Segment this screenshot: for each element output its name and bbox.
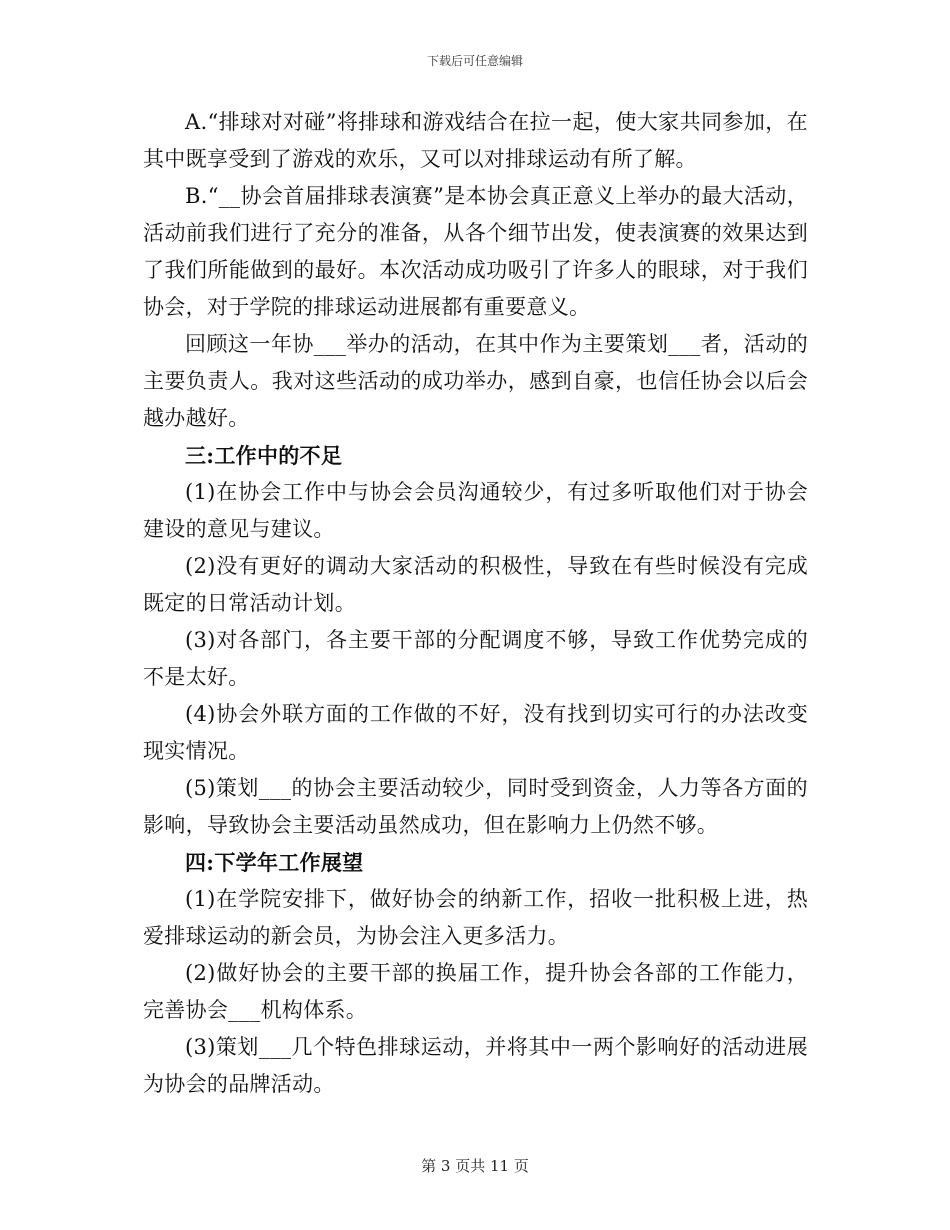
- shortcoming-item-2: (2)没有更好的调动大家活动的积极性，导致在有些时候没有完成既定的日常活动计划。: [143, 554, 808, 615]
- paragraph-activity-a: A.“排球对对碰”将排球和游戏结合在拉一起，使大家共同参加，在其中既享受到了游戏的欢乐，又可以对排球运动有所了解。: [143, 110, 808, 171]
- section-heading-shortcomings: 三:工作中的不足: [185, 443, 343, 468]
- shortcoming-item-3: (3)对各部门，各主要干部的分配调度不够，导致工作优势完成的不是太好。: [143, 628, 808, 689]
- outlook-item-2: (2)做好协会的主要干部的换届工作，提升协会各部的工作能力，完善协会___机构体系。: [143, 961, 808, 1022]
- outlook-item-1: (1)在学院安排下，做好协会的纳新工作，招收一批积极上进，热爱排球运动的新会员，为协会注入更多活力。: [143, 887, 808, 948]
- paragraph-activity-b: B.“__协会首届排球表演赛”是本协会真正意义上举办的最大活动，活动前我们进行了充分的准备，从各个细节出发，使表演赛的效果达到了我们所能做到的最好。本次活动成功吸引了许多人的眼球，对于我们协会，对于学院的排球运动进展都有重要意义。: [143, 184, 808, 319]
- shortcoming-item-1: (1)在协会工作中与协会会员沟通较少，有过多听取他们对于协会建设的意见与建议。: [143, 480, 808, 541]
- document-body: [143, 104, 808, 1103]
- section-heading-outlook: 四:下学年工作展望: [185, 850, 364, 875]
- paragraph-review: 回顾这一年协___举办的活动，在其中作为主要策划___者，活动的主要负责人。我对这些活动的成功举办，感到自豪，也信任协会以后会越办越好。: [143, 332, 808, 430]
- shortcoming-item-5: (5)策划___的协会主要活动较少，同时受到资金，人力等各方面的影响，导致协会主要活动虽然成功，但在影响力上仍然不够。: [143, 776, 808, 837]
- outlook-item-3: (3)策划___几个特色排球运动，并将其中一两个影响好的活动进展为协会的品牌活动。: [143, 1035, 808, 1096]
- shortcoming-item-4: (4)协会外联方面的工作做的不好，没有找到切实可行的办法改变现实情况。: [143, 702, 808, 763]
- page-header: 下载后可任意编辑: [426, 54, 523, 68]
- page-number: 第 3 页共 11 页: [421, 1157, 529, 1175]
